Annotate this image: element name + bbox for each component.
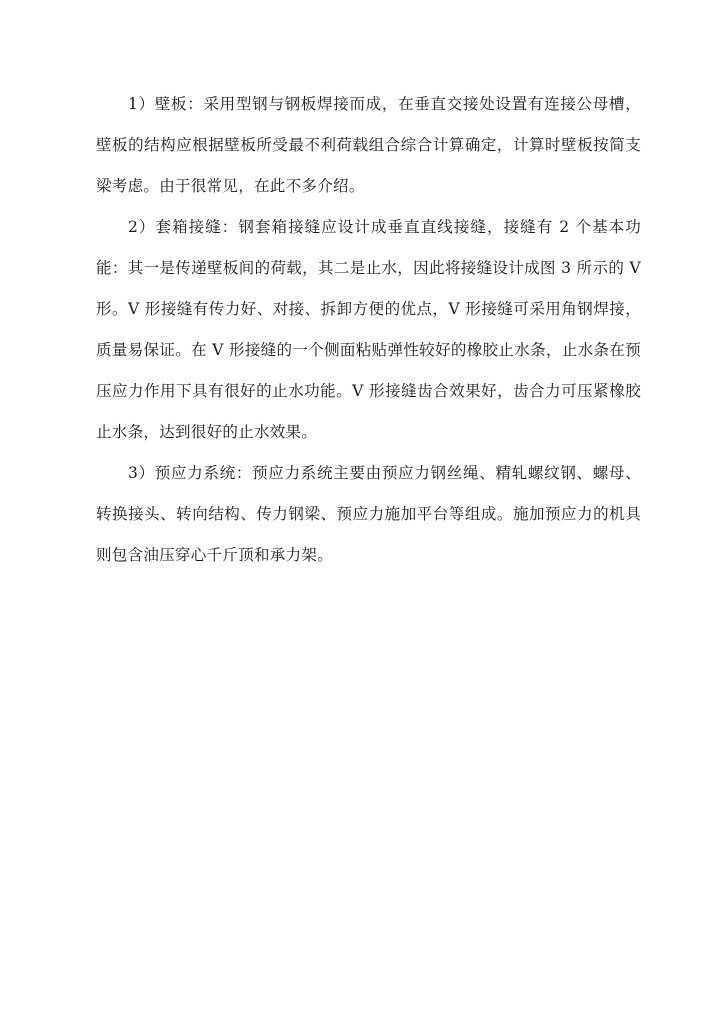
paragraph-box-joint: 2）套箱接缝：钢套箱接缝应设计成垂直直线接缝，接缝有 2 个基本功能：其一是传递壁板间的荷载，其二是止水，因此将接缝设计成图 3 所示的 V 形。V 形接缝有传力好、对接、拆卸方便的优点，V 形接缝可采用角钢焊接，质量易保证。在 V 形接缝的一个侧面粘贴弹性较好的橡胶止水条，止水条在预压应力作用下具有很好的止水功能。V 形接缝齿合效果好，齿合力可压紧橡胶止水条，达到很好的止水效果。 — [96, 218, 641, 441]
paragraph-wall-panel: 1）壁板：采用型钢与钢板焊接而成，在垂直交接处设置有连接公母槽，壁板的结构应根据壁板所受最不利荷载组合综合计算确定，计算时壁板按简支梁考虑。由于很常见，在此不多介绍。 — [96, 95, 641, 195]
paragraph-prestress-system: 3）预应力系统：预应力系统主要由预应力钢丝绳、精轧螺纹钢、螺母、转换接头、转向结构、传力钢梁、预应力施加平台等组成。施加预应力的机具则包含油压穿心千斤顶和承力架。 — [96, 464, 641, 564]
document-body — [96, 84, 641, 576]
